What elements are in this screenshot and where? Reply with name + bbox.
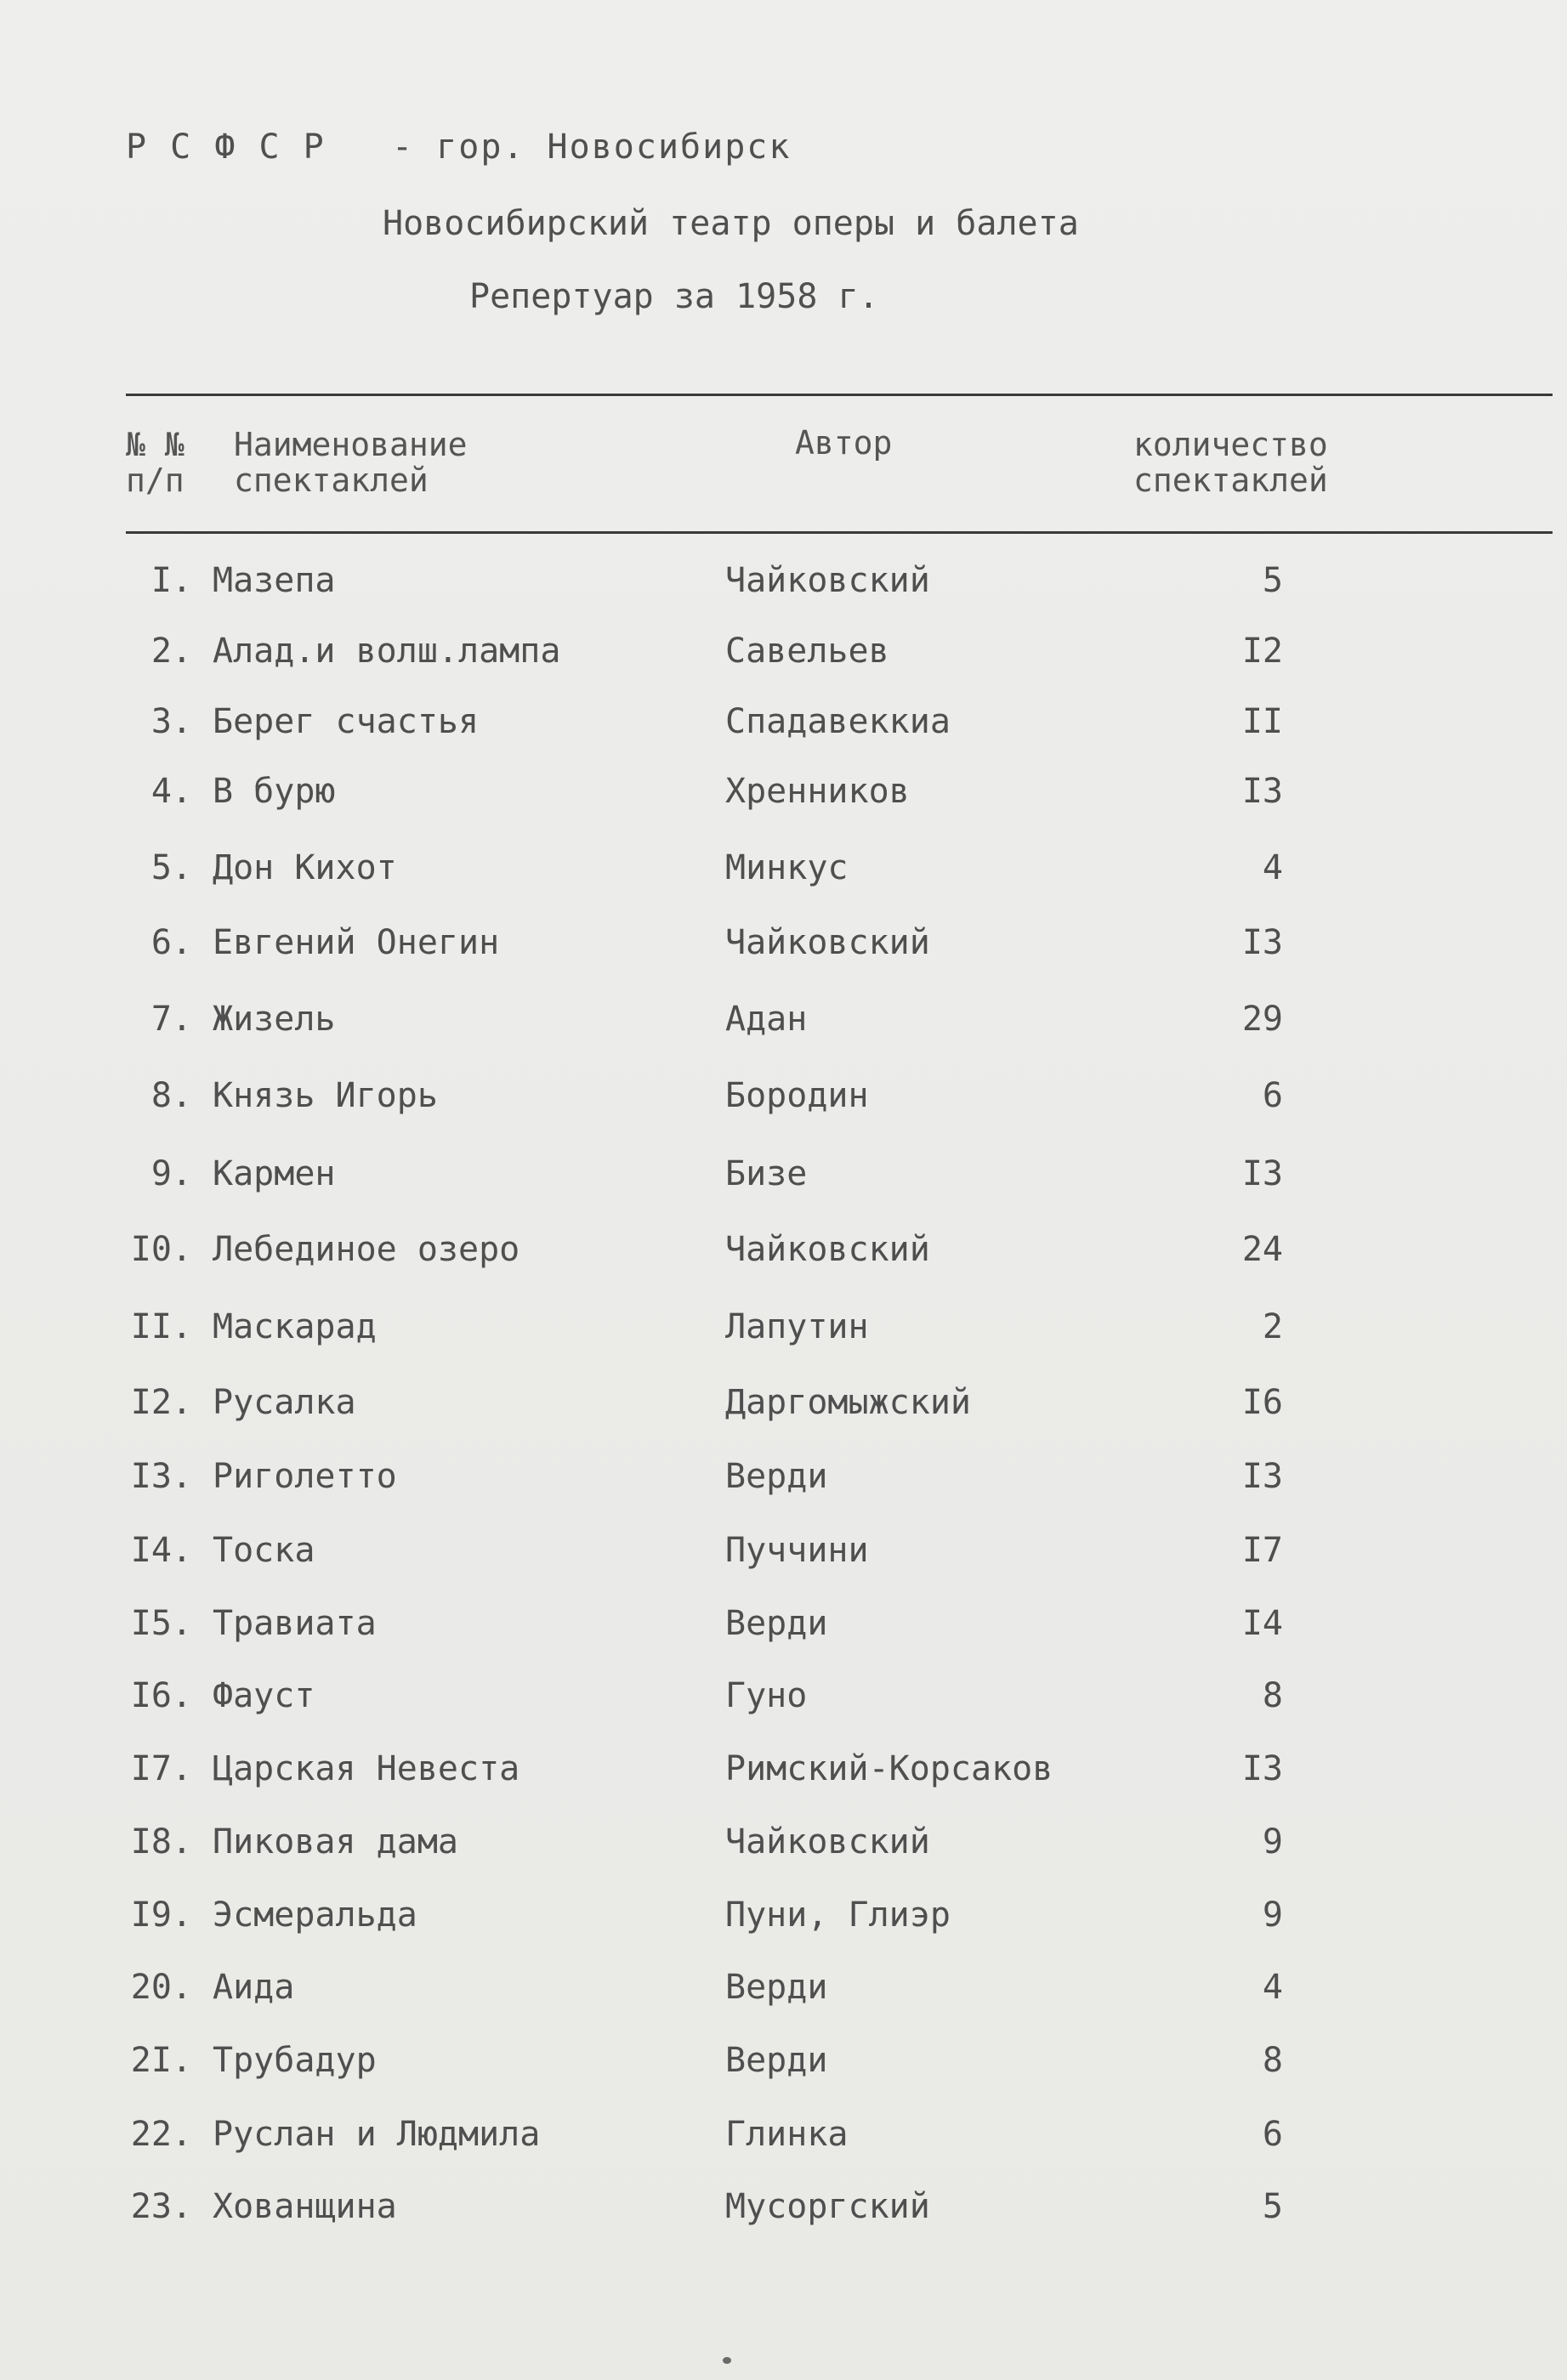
table-row <box>0 1307 1567 1358</box>
row-author: Чайковский <box>725 1230 930 1269</box>
table-row <box>0 1604 1567 1655</box>
row-count: 8 <box>1262 1676 1283 1715</box>
row-author: Даргомыжский <box>725 1383 971 1422</box>
row-number: II. <box>130 1307 192 1346</box>
column-header-count: количество спектаклей <box>1133 426 1328 499</box>
row-title: В бурю <box>213 772 336 811</box>
row-count: I3 <box>1241 923 1283 962</box>
table-row <box>0 1076 1567 1127</box>
row-count: I3 <box>1241 1749 1283 1788</box>
row-author: Верди <box>725 1604 828 1643</box>
row-author: Чайковский <box>725 923 930 962</box>
row-author: Спадавеккиа <box>725 702 951 741</box>
row-title: Русалка <box>213 1383 356 1422</box>
table-row <box>0 1383 1567 1434</box>
table-row <box>0 1531 1567 1582</box>
row-author: Бородин <box>725 1076 869 1115</box>
ink-dot <box>723 2357 731 2364</box>
row-count: I4 <box>1241 1604 1283 1643</box>
table-row <box>0 772 1567 823</box>
row-count: 24 <box>1241 1230 1283 1269</box>
row-number: I6. <box>130 1676 192 1715</box>
row-author: Савельев <box>725 632 889 671</box>
row-count: 4 <box>1262 848 1283 887</box>
row-title: Пиковая дама <box>213 1822 458 1862</box>
row-count: 9 <box>1262 1822 1283 1862</box>
row-count: 2 <box>1262 1307 1283 1346</box>
row-count: 8 <box>1262 2041 1283 2080</box>
row-number: I9. <box>130 1896 192 1935</box>
row-count: I3 <box>1241 772 1283 811</box>
table-row <box>0 702 1567 753</box>
row-author: Глинка <box>725 2115 849 2154</box>
row-author: Лапутин <box>725 1307 869 1346</box>
row-author: Мусоргский <box>725 2187 930 2226</box>
row-author: Римский-Корсаков <box>725 1749 1053 1788</box>
row-title: Кармен <box>213 1154 336 1193</box>
row-author: Гуно <box>725 1676 808 1715</box>
row-author: Верди <box>725 1968 828 2007</box>
row-count: 5 <box>1262 2187 1283 2226</box>
row-number: 20. <box>130 1968 192 2007</box>
row-author: Чайковский <box>725 1822 930 1862</box>
row-author: Хренников <box>725 772 910 811</box>
row-number: I7. <box>130 1749 192 1788</box>
table-row <box>0 1896 1567 1946</box>
row-number: 7. <box>150 1000 192 1039</box>
row-title: Жизель <box>213 1000 336 1039</box>
table-row <box>0 923 1567 974</box>
header-theatre-name: Новосибирский театр оперы и балета <box>383 204 1079 243</box>
row-title: Царская Невеста <box>213 1749 520 1788</box>
header-repertoire-title: Репертуар за 1958 г. <box>469 277 879 316</box>
row-title: Князь Игорь <box>213 1076 438 1115</box>
row-title: Маскарад <box>213 1307 377 1346</box>
row-title: Аида <box>213 1968 295 2007</box>
table-row <box>0 1676 1567 1727</box>
table-row <box>0 2115 1567 2166</box>
row-author: Пуни, Глиэр <box>725 1896 951 1935</box>
row-number: I0. <box>130 1230 192 1269</box>
row-count: I6 <box>1241 1383 1283 1422</box>
row-number: I4. <box>130 1531 192 1570</box>
row-title: Алад.и волш.лампа <box>213 632 561 671</box>
row-count: I2 <box>1241 632 1283 671</box>
row-title: Хованщина <box>213 2187 397 2226</box>
row-number: I5. <box>130 1604 192 1643</box>
row-author: Верди <box>725 1457 828 1496</box>
row-number: 2I. <box>130 2041 192 2080</box>
table-row <box>0 1457 1567 1508</box>
row-number: 4. <box>150 772 192 811</box>
row-count: 5 <box>1262 561 1283 600</box>
row-number: 8. <box>150 1076 192 1115</box>
row-count: I7 <box>1241 1531 1283 1570</box>
row-title: Берег счастья <box>213 702 480 741</box>
table-row <box>0 1749 1567 1800</box>
column-header-author: Автор <box>795 424 893 462</box>
row-count: 6 <box>1262 1076 1283 1115</box>
header-republic-city: Р С Ф С Р - гор. Новосибирск <box>126 128 792 167</box>
row-number: 22. <box>130 2115 192 2154</box>
row-title: Лебединое озеро <box>213 1230 520 1269</box>
row-title: Трубадур <box>213 2041 377 2080</box>
table-row <box>0 1968 1567 2019</box>
table-row <box>0 2187 1567 2238</box>
row-count: 4 <box>1262 1968 1283 2007</box>
table-row <box>0 632 1567 683</box>
row-count: 9 <box>1262 1896 1283 1935</box>
table-row <box>0 1822 1567 1873</box>
row-author: Минкус <box>725 848 849 887</box>
row-count: 29 <box>1241 1000 1283 1039</box>
row-author: Пуччини <box>725 1531 869 1570</box>
row-author: Бизе <box>725 1154 808 1193</box>
table-row <box>0 1154 1567 1205</box>
row-title: Руслан и Людмила <box>213 2115 541 2154</box>
row-author: Чайковский <box>725 561 930 600</box>
row-title: Тоска <box>213 1531 315 1570</box>
row-count: I3 <box>1241 1154 1283 1193</box>
row-title: Фауст <box>213 1676 315 1715</box>
row-title: Дон Кихот <box>213 848 397 887</box>
row-number: I3. <box>130 1457 192 1496</box>
row-count: I3 <box>1241 1457 1283 1496</box>
row-title: Риголетто <box>213 1457 397 1496</box>
column-header-title: Наименование спектаклей <box>234 426 468 499</box>
table-row <box>0 848 1567 899</box>
row-number: 23. <box>130 2187 192 2226</box>
row-number: I. <box>150 561 192 600</box>
row-count: II <box>1241 702 1283 741</box>
row-number: 2. <box>150 632 192 671</box>
table-row <box>0 1000 1567 1051</box>
row-title: Мазепа <box>213 561 336 600</box>
table-row <box>0 561 1567 612</box>
row-number: 3. <box>150 702 192 741</box>
row-count: 6 <box>1262 2115 1283 2154</box>
row-number: 9. <box>150 1154 192 1193</box>
row-title: Евгений Онегин <box>213 923 500 962</box>
column-header-number: № № п/п <box>126 426 185 499</box>
row-number: I2. <box>130 1383 192 1422</box>
row-title: Эсмеральда <box>213 1896 417 1935</box>
row-author: Адан <box>725 1000 808 1039</box>
table-row <box>0 1230 1567 1281</box>
row-number: I8. <box>130 1822 192 1862</box>
row-title: Травиата <box>213 1604 377 1643</box>
row-number: 5. <box>150 848 192 887</box>
table-row <box>0 2041 1567 2092</box>
row-author: Верди <box>725 2041 828 2080</box>
row-number: 6. <box>150 923 192 962</box>
